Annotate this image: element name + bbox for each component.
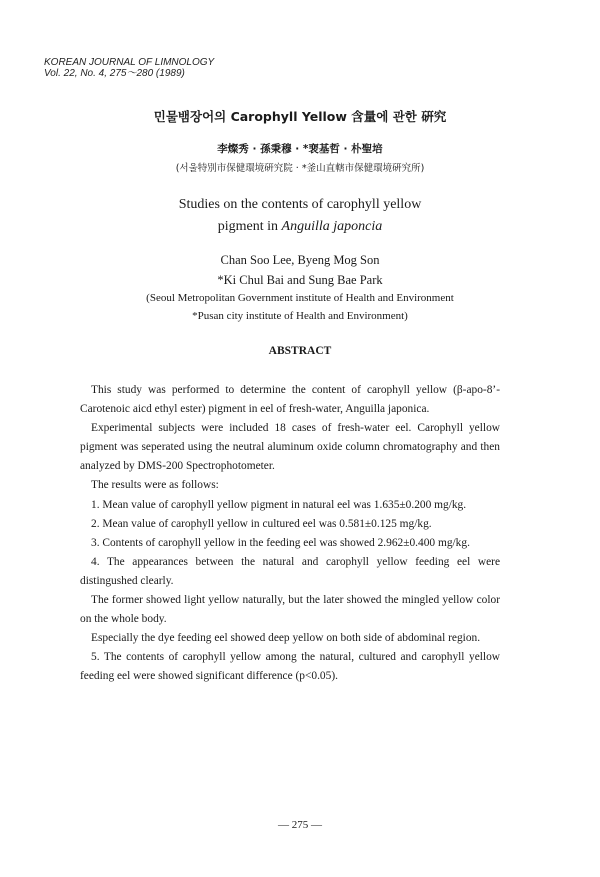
abstract-paragraph: 2. Mean value of carophyll yellow in cultured eel was 0.581±0.125 mg/kg. bbox=[91, 517, 432, 530]
korean-authors: 李燦秀 · 孫秉穆 · *裵基哲 · 朴聖培 bbox=[217, 143, 383, 155]
institution-line1: (Seoul Metropolitan Government institute of Health and Environment bbox=[146, 292, 454, 304]
authors-line2: *Ki Chul Bai and Sung Bae Park bbox=[217, 273, 383, 287]
journal-header bbox=[44, 57, 214, 79]
journal-name: KOREAN JOURNAL OF LIMNOLOGY bbox=[44, 57, 215, 68]
abstract-paragraph: 1. Mean value of carophyll yellow pigment in natural eel was 1.635±0.200 mg/kg. bbox=[91, 498, 467, 511]
korean-affiliation: (서울特別市保健環境硏究院 · *釜山直轄市保健環境硏究所) bbox=[175, 163, 425, 174]
institution-list bbox=[0, 289, 600, 325]
korean-title: 민물뱀장어의 Carophyll Yellow 含量에 관한 硏究 bbox=[153, 109, 447, 124]
english-title-line2 bbox=[0, 216, 600, 238]
abstract-paragraph: 3. Contents of carophyll yellow in the feeding eel was showed 2.962±0.400 mg/kg. bbox=[91, 536, 470, 549]
abstract-paragraph: 5. The contents of carophyll yellow among the natural, cultured and carophyll yellow feeding eel were showed significant difference (p<0.05). bbox=[80, 651, 500, 683]
abstract-paragraph: 4. The appearances between the natural and carophyll yellow feeding eel were distingushed clearly. bbox=[80, 555, 500, 587]
english-title-line2-prefix: pigment in bbox=[217, 219, 282, 234]
institution-line2: *Pusan city institute of Health and Environment) bbox=[192, 310, 408, 322]
abstract-paragraph: The results were as follows: bbox=[91, 479, 219, 492]
journal-volume: Vol. 22, No. 4, 275～280 (1989) bbox=[44, 68, 185, 79]
species-name: Anguilla japoncia bbox=[281, 219, 383, 234]
abstract-paragraph: This study was performed to determine the content of carophyll yellow (β-apo-8’-Carotenoic aicd ethyl ester) pigment in eel of fresh-water, Anguilla japonica. bbox=[80, 384, 500, 416]
abstract-paragraph: The former showed light yellow naturally, but the later showed the mingled yellow color on the whole body. bbox=[80, 594, 500, 626]
abstract-paragraph: Especially the dye feeding eel showed deep yellow on both side of abdominal region. bbox=[91, 632, 481, 645]
english-title bbox=[0, 194, 600, 238]
abstract-body bbox=[80, 381, 500, 687]
abstract-heading: ABSTRACT bbox=[268, 345, 332, 357]
abstract-paragraph: Experimental subjects were included 18 cases of fresh-water eel. Carophyll yellow pigment was seperated using the neutral aluminum oxide column chromatography and then analyzed by DMS-200 Spectrophotometer. bbox=[80, 422, 500, 473]
page-number: — 275 — bbox=[278, 819, 322, 831]
author-list bbox=[0, 250, 600, 290]
english-title-line1: Studies on the contents of carophyll yellow bbox=[178, 197, 422, 212]
authors-line1: Chan Soo Lee, Byeng Mog Son bbox=[220, 253, 380, 267]
